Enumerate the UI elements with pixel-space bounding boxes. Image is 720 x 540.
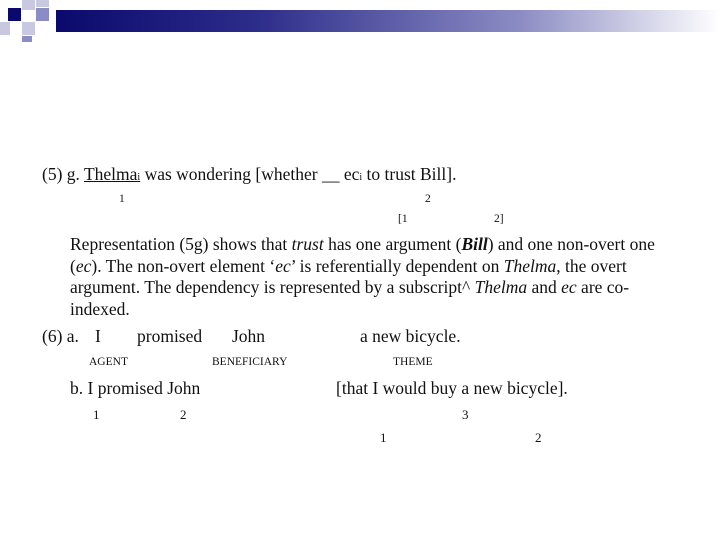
- explanation-paragraph: [70, 234, 670, 320]
- underlined-name: [84, 164, 140, 184]
- sentence-word: a new bicycle.: [360, 326, 461, 346]
- slide-header-decoration: [0, 0, 720, 44]
- index-number: 2: [425, 193, 431, 205]
- index-bracket: [1: [398, 213, 408, 225]
- example-5g-line: [42, 164, 456, 185]
- deco-square: [0, 22, 10, 35]
- italic-term: ec: [561, 277, 577, 297]
- sentence-end: to trust Bill].: [362, 164, 457, 184]
- theta-role-label: AGENT: [89, 356, 128, 368]
- deco-square: [22, 0, 35, 10]
- index-number: 2: [535, 430, 542, 445]
- index-number: 3: [462, 407, 469, 422]
- text-run: Representation (5g) shows that: [70, 234, 292, 254]
- sentence-word: promised: [137, 326, 203, 346]
- sentence-middle: was wondering [whether __ ec: [140, 164, 360, 184]
- text-run: are co-indexed.: [70, 277, 630, 319]
- index-bracket: 2]: [494, 213, 504, 225]
- sentence-word: I: [95, 326, 101, 346]
- italic-term: ec: [275, 255, 291, 276]
- italic-term: Thelma: [474, 277, 528, 297]
- deco-square: [36, 0, 49, 7]
- header-gradient-bar: [56, 10, 720, 32]
- text-run: ). The non-overt element ‘: [91, 255, 276, 276]
- italic-term: trust: [291, 234, 324, 254]
- deco-square: [22, 36, 32, 42]
- italic-term: ec: [75, 255, 92, 276]
- index-number: 1: [93, 407, 100, 422]
- text-run: has one argument (: [323, 234, 462, 254]
- text-run: and: [527, 277, 562, 297]
- name-text: Thelma: [83, 164, 138, 184]
- index-number: 1: [380, 430, 387, 445]
- deco-square: [22, 22, 35, 35]
- example-6b-text: b. I promised John: [70, 378, 201, 398]
- text-run: ’ is referentially dependent on: [290, 255, 504, 276]
- text-run: ) and one non-overt one (: [70, 234, 655, 276]
- index-number: 1: [119, 193, 125, 205]
- theta-role-label: BENEFICIARY: [212, 356, 288, 368]
- italic-term: Bill: [461, 234, 488, 254]
- text-run: , the overt argument. The dependency is represented by a subscript^: [70, 255, 627, 297]
- index-number: 2: [180, 407, 187, 422]
- example-label: (6) a.: [42, 326, 79, 346]
- deco-square: [36, 8, 49, 21]
- example-6b-clause: [that I would buy a new bicycle].: [336, 378, 568, 398]
- example-label: (5) g.: [42, 164, 80, 184]
- sentence-word: John: [232, 326, 266, 346]
- theta-role-label: THEME: [393, 356, 433, 368]
- deco-square: [8, 8, 21, 21]
- subscript: i: [359, 172, 363, 183]
- subscript: i: [137, 172, 141, 183]
- italic-term: Thelma: [503, 255, 557, 276]
